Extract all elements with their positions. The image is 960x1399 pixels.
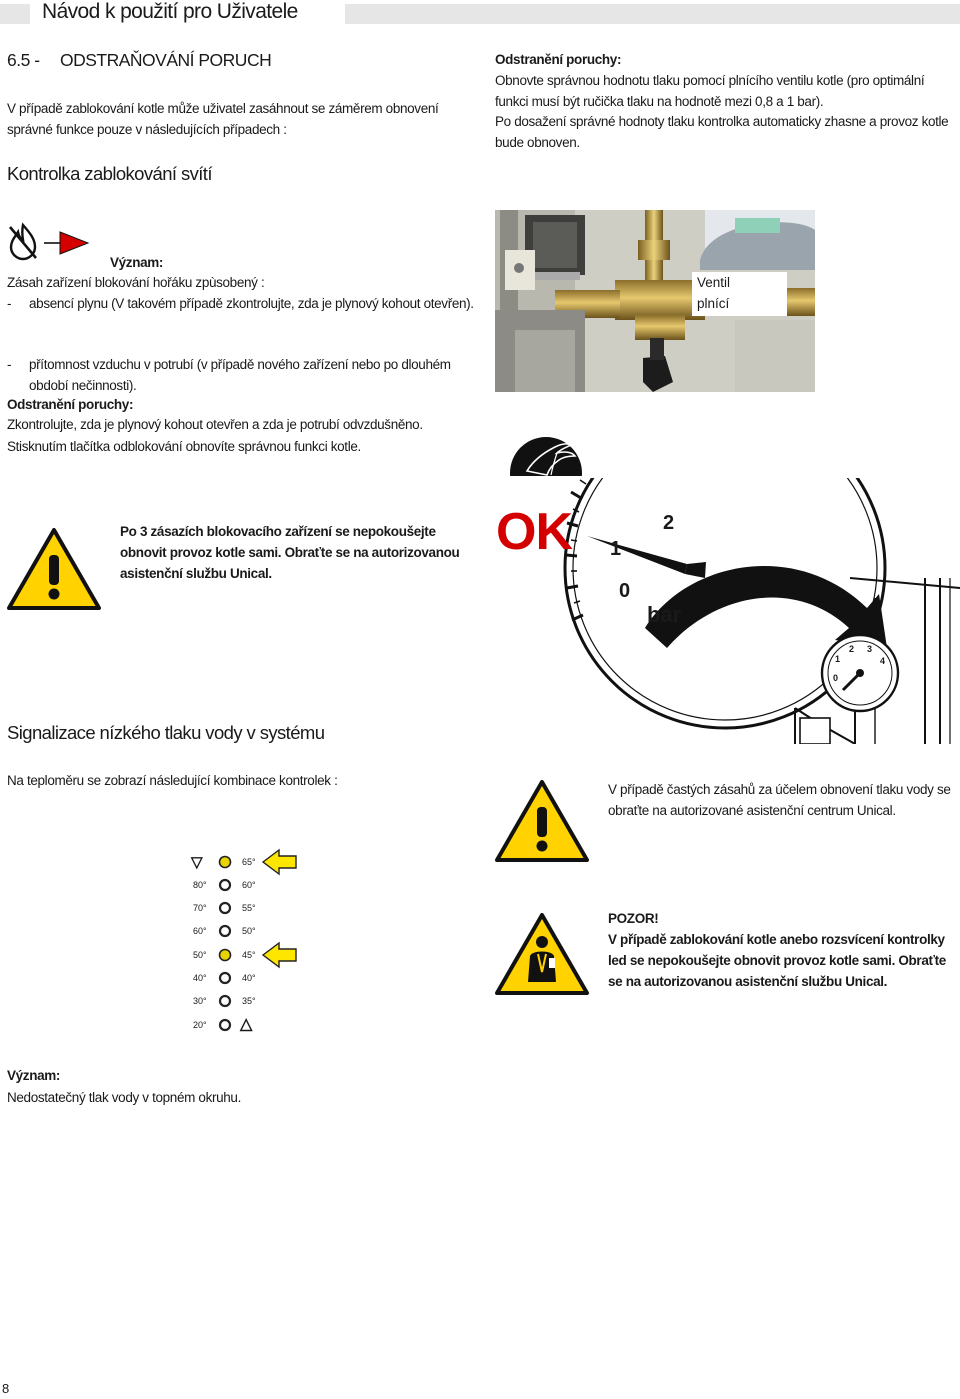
hand-icon <box>509 431 583 476</box>
caution-label: POZOR! <box>608 911 659 926</box>
led-row-5-left: 50° <box>193 950 207 960</box>
led-panel <box>190 848 305 1038</box>
technician-warning-icon <box>494 912 590 1001</box>
filling-valve-label-line2: plnící <box>697 296 730 311</box>
fix-text-pressure-2: Po dosažení správné hodnoty tlaku kontrolka automaticky zhasne a provoz kotle bude obnoven. <box>495 114 949 150</box>
led-row-6-left: 40° <box>193 973 207 983</box>
flame-crossed-icon <box>6 222 40 267</box>
small-gauge-tick-0: 0 <box>833 673 839 683</box>
led-row-8-left: 20° <box>193 1020 207 1030</box>
led-row-5-right: 45° <box>242 950 256 960</box>
warning-triangle-icon <box>6 527 102 616</box>
warning-lockout-text: Po 3 zásazích blokovacího zařízení se nepokoušejte obnovit provoz kotle sami. Obraťte se na autorizovanou asistenční službu Unical. <box>120 524 460 581</box>
caution-text: V případě zablokování kotle anebo rozsvícení kontrolky led se nepokoušejte obnovit provoz kotle sami. Obraťte se na autorizovanou asistenční službu Unical. <box>608 932 946 989</box>
low-pressure-intro: Na teploměru se zobrazí následující kombinace kontrolek : <box>7 773 338 788</box>
lock-fix-text-2: Stisknutím tlačítka odblokování obnovíte správnou funkci kotle. <box>7 439 361 454</box>
led-row-7-right: 35° <box>242 996 256 1006</box>
led-row-1-left: ▽ <box>191 854 203 871</box>
header-bar-right <box>345 4 960 24</box>
small-gauge-tick-4: 4 <box>880 656 886 666</box>
lock-title: Kontrolka zablokování svítí <box>7 163 212 184</box>
section-intro: V případě zablokování kotle může uživatel zasáhnout se záměrem obnovení správné funkce pouze v následujících případech : <box>7 101 439 137</box>
low-pressure-title: Signalizace nízkého tlaku vody v systému <box>7 722 325 743</box>
warning-triangle-icon-2 <box>494 779 590 868</box>
warning-pressure-text: V případě častých zásahů za účelem obnovení tlaku vody se obraťte na autorizované asistenční centrum Unical. <box>608 782 951 818</box>
gauge-unit: bar <box>647 602 682 627</box>
pressure-gauge-illustration <box>495 478 960 744</box>
filling-valve-label <box>692 272 787 316</box>
red-arrow-icon <box>44 230 90 261</box>
led-row-1-right: 65° <box>242 857 256 867</box>
small-gauge-tick-2: 2 <box>849 644 855 654</box>
lock-item-1: - absencí plynu (V takovém případě zkontrolujte, zda je plynový kohout otevřen). <box>7 293 484 314</box>
page-number: 8 <box>2 1381 10 1396</box>
filling-valve-label-line1: Ventil <box>697 275 731 290</box>
fix-heading-pressure: Odstranění poruchy: <box>495 52 622 67</box>
led-row-8-right: △ <box>240 1016 253 1033</box>
small-gauge-tick-1: 1 <box>835 654 841 664</box>
section-number: 6.5 - <box>7 50 40 70</box>
gauge-tick-1: 1 <box>610 538 622 560</box>
gauge-tick-2: 2 <box>663 512 675 534</box>
lock-fix-text-1: Zkontrolujte, zda je plynový kohout otevřen a zda je potrubí odvzdušněno. <box>7 417 423 432</box>
led-row-2-left: 80° <box>193 880 207 890</box>
lock-item-2: - přítomnost vzduchu v potrubí (v případě nového zařízení nebo po dlouhém období nečinnosti). <box>7 354 484 396</box>
header-title: Návod k použití pro Uživatele <box>42 0 298 23</box>
led-row-2-right: 60° <box>242 880 256 890</box>
gauge-tick-0: 0 <box>619 580 631 602</box>
lock-fix-label: Odstranění poruchy: <box>7 397 134 412</box>
led-row-7-left: 30° <box>193 996 207 1006</box>
filling-valve-photo <box>495 210 815 392</box>
led-row-4-left: 60° <box>193 926 207 936</box>
gauge-ok-label: OK <box>496 503 572 561</box>
low-pressure-meaning-label: Význam: <box>7 1068 61 1083</box>
header-bar-left <box>0 4 30 24</box>
small-gauge-tick-3: 3 <box>867 644 873 654</box>
led-row-4-right: 50° <box>242 926 256 936</box>
section-title: ODSTRAŇOVÁNÍ PORUCH <box>60 50 272 70</box>
led-row-3-right: 55° <box>242 903 256 913</box>
led-row-3-left: 70° <box>193 903 207 913</box>
fix-text-pressure: Obnovte správnou hodnotu tlaku pomocí plnícího ventilu kotle (pro optimální funkci musí být ručička tlaku na hodnotě mezi 0,8 a 1 bar). <box>495 73 925 109</box>
low-pressure-meaning-text: Nedostatečný tlak vody v topném okruhu. <box>7 1090 241 1105</box>
led-row-6-right: 40° <box>242 973 256 983</box>
lock-meaning-label: Význam: <box>110 255 164 270</box>
lock-meaning-text: Zásah zařízení blokování hořáku zpùsobený : <box>7 275 265 290</box>
